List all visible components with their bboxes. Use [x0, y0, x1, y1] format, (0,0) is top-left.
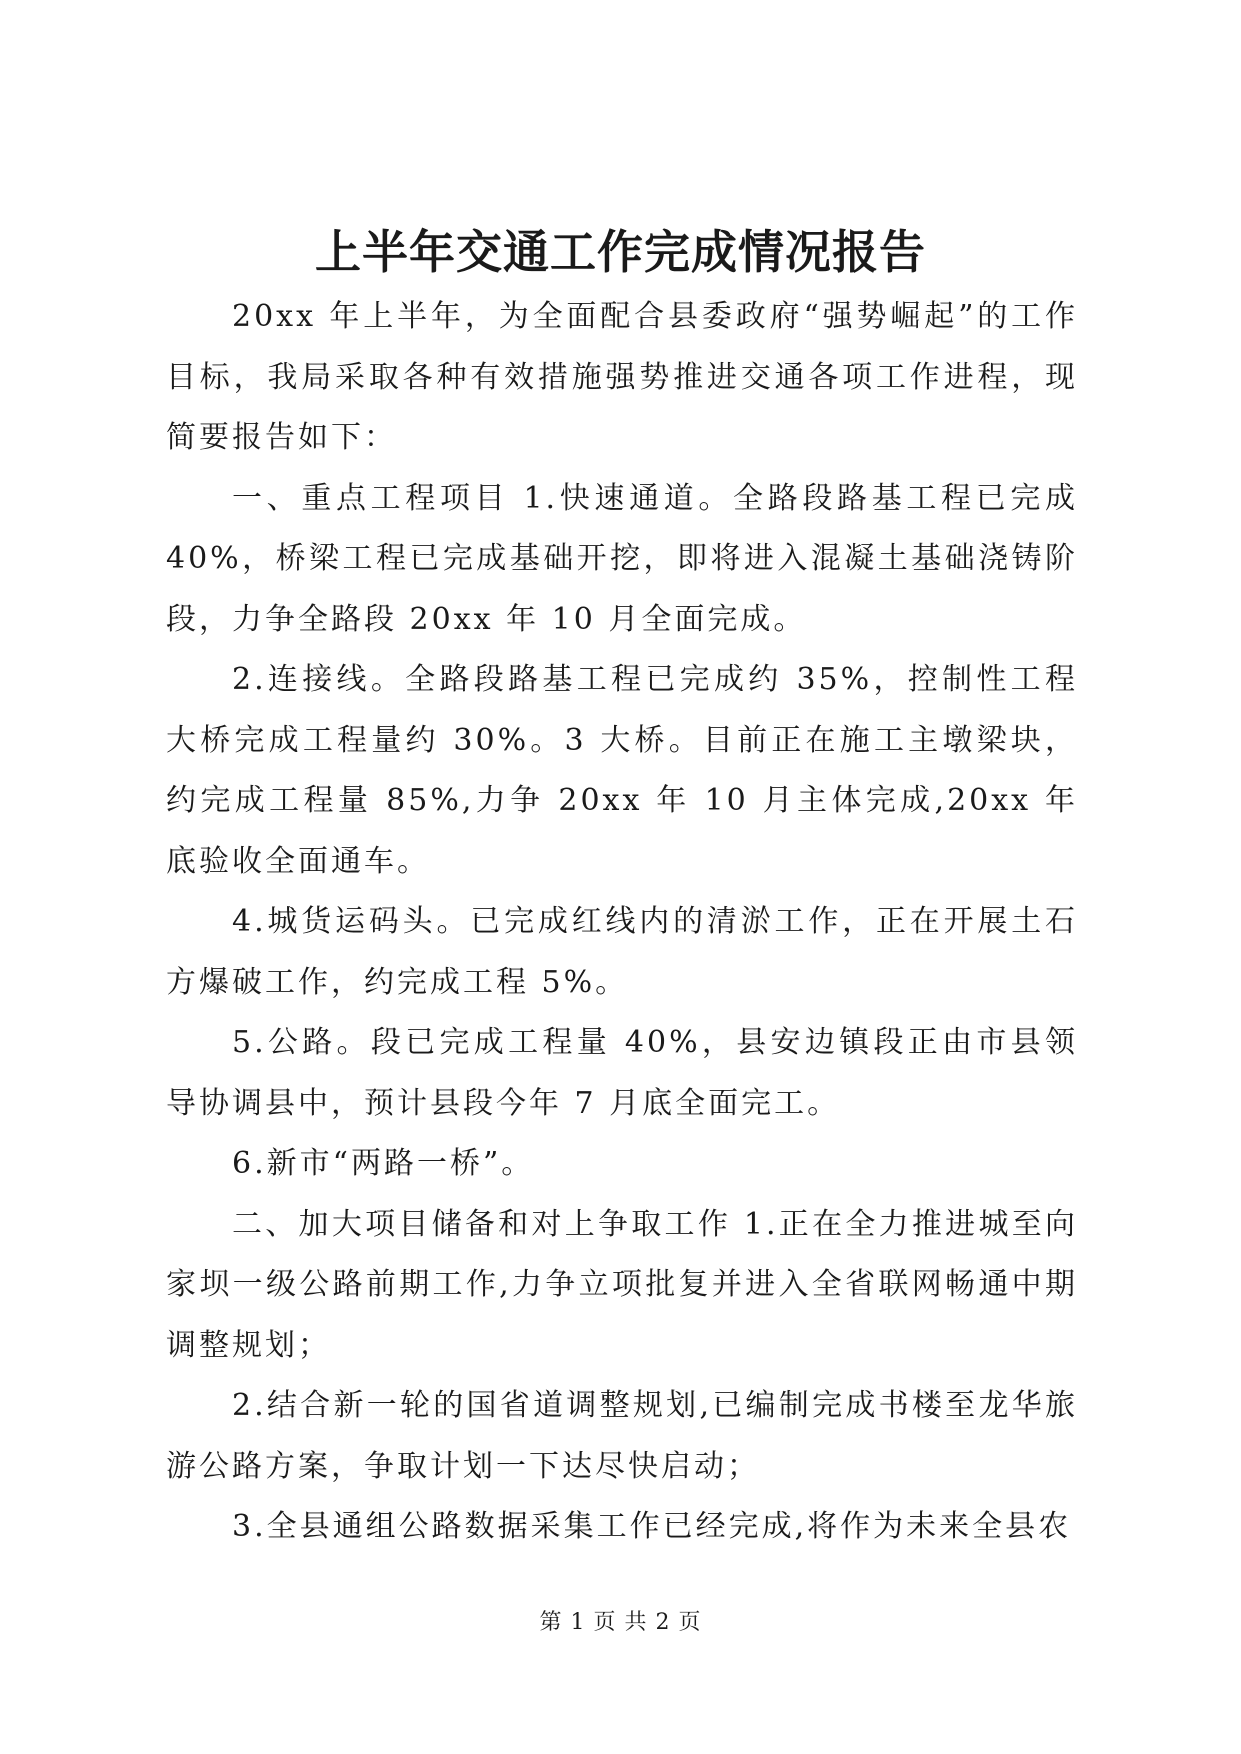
- page-footer: 第 1 页 共 2 页: [539, 1610, 702, 1635]
- paragraph: 20xx 年上半年，为全面配合县委政府“强势崛起”的工作目标，我局采取各种有效措施强势推进交通各项工作进程，现简要报告如下：: [166, 299, 1078, 455]
- paragraph: 6.新市“两路一桥”。: [232, 1146, 535, 1181]
- paragraph: 3.全县通组公路数据采集工作已经完成,将作为未来全县农: [232, 1509, 1072, 1544]
- paragraph: 2.结合新一轮的国省道调整规划,已编制完成书楼至龙华旅游公路方案，争取计划一下达尽快启动；: [166, 1388, 1078, 1484]
- paragraph: 5.公路。段已完成工程量 40%，县安边镇段正由市县领导协调县中，预计县段今年 7 月底全面完工。: [166, 1025, 1078, 1121]
- paragraph: 2.连接线。全路段路基工程已完成约 35%，控制性工程大桥完成工程量约 30%。3 大桥。目前正在施工主墩梁块，约完成工程量 85%,力争 20xx 年 10 月主体完成,20xx 年底验收全面通车。: [166, 662, 1078, 879]
- paragraph: 一、重点工程项目 1.快速通道。全路段路基工程已完成 40%，桥梁工程已完成基础开挖，即将进入混凝土基础浇铸阶段，力争全路段 20xx 年 10 月全面完成。: [166, 480, 1078, 637]
- paragraph: 4.城货运码头。已完成红线内的清淤工作，正在开展土石方爆破工作，约完成工程 5%。: [166, 904, 1078, 1000]
- paragraph: 二、加大项目储备和对上争取工作 1.正在全力推进城至向家坝一级公路前期工作,力争立项批复并进入全省联网畅通中期调整规划；: [166, 1206, 1078, 1363]
- document-body: [166, 287, 1078, 1558]
- page-title: 上半年交通工作完成情况报告: [315, 225, 926, 279]
